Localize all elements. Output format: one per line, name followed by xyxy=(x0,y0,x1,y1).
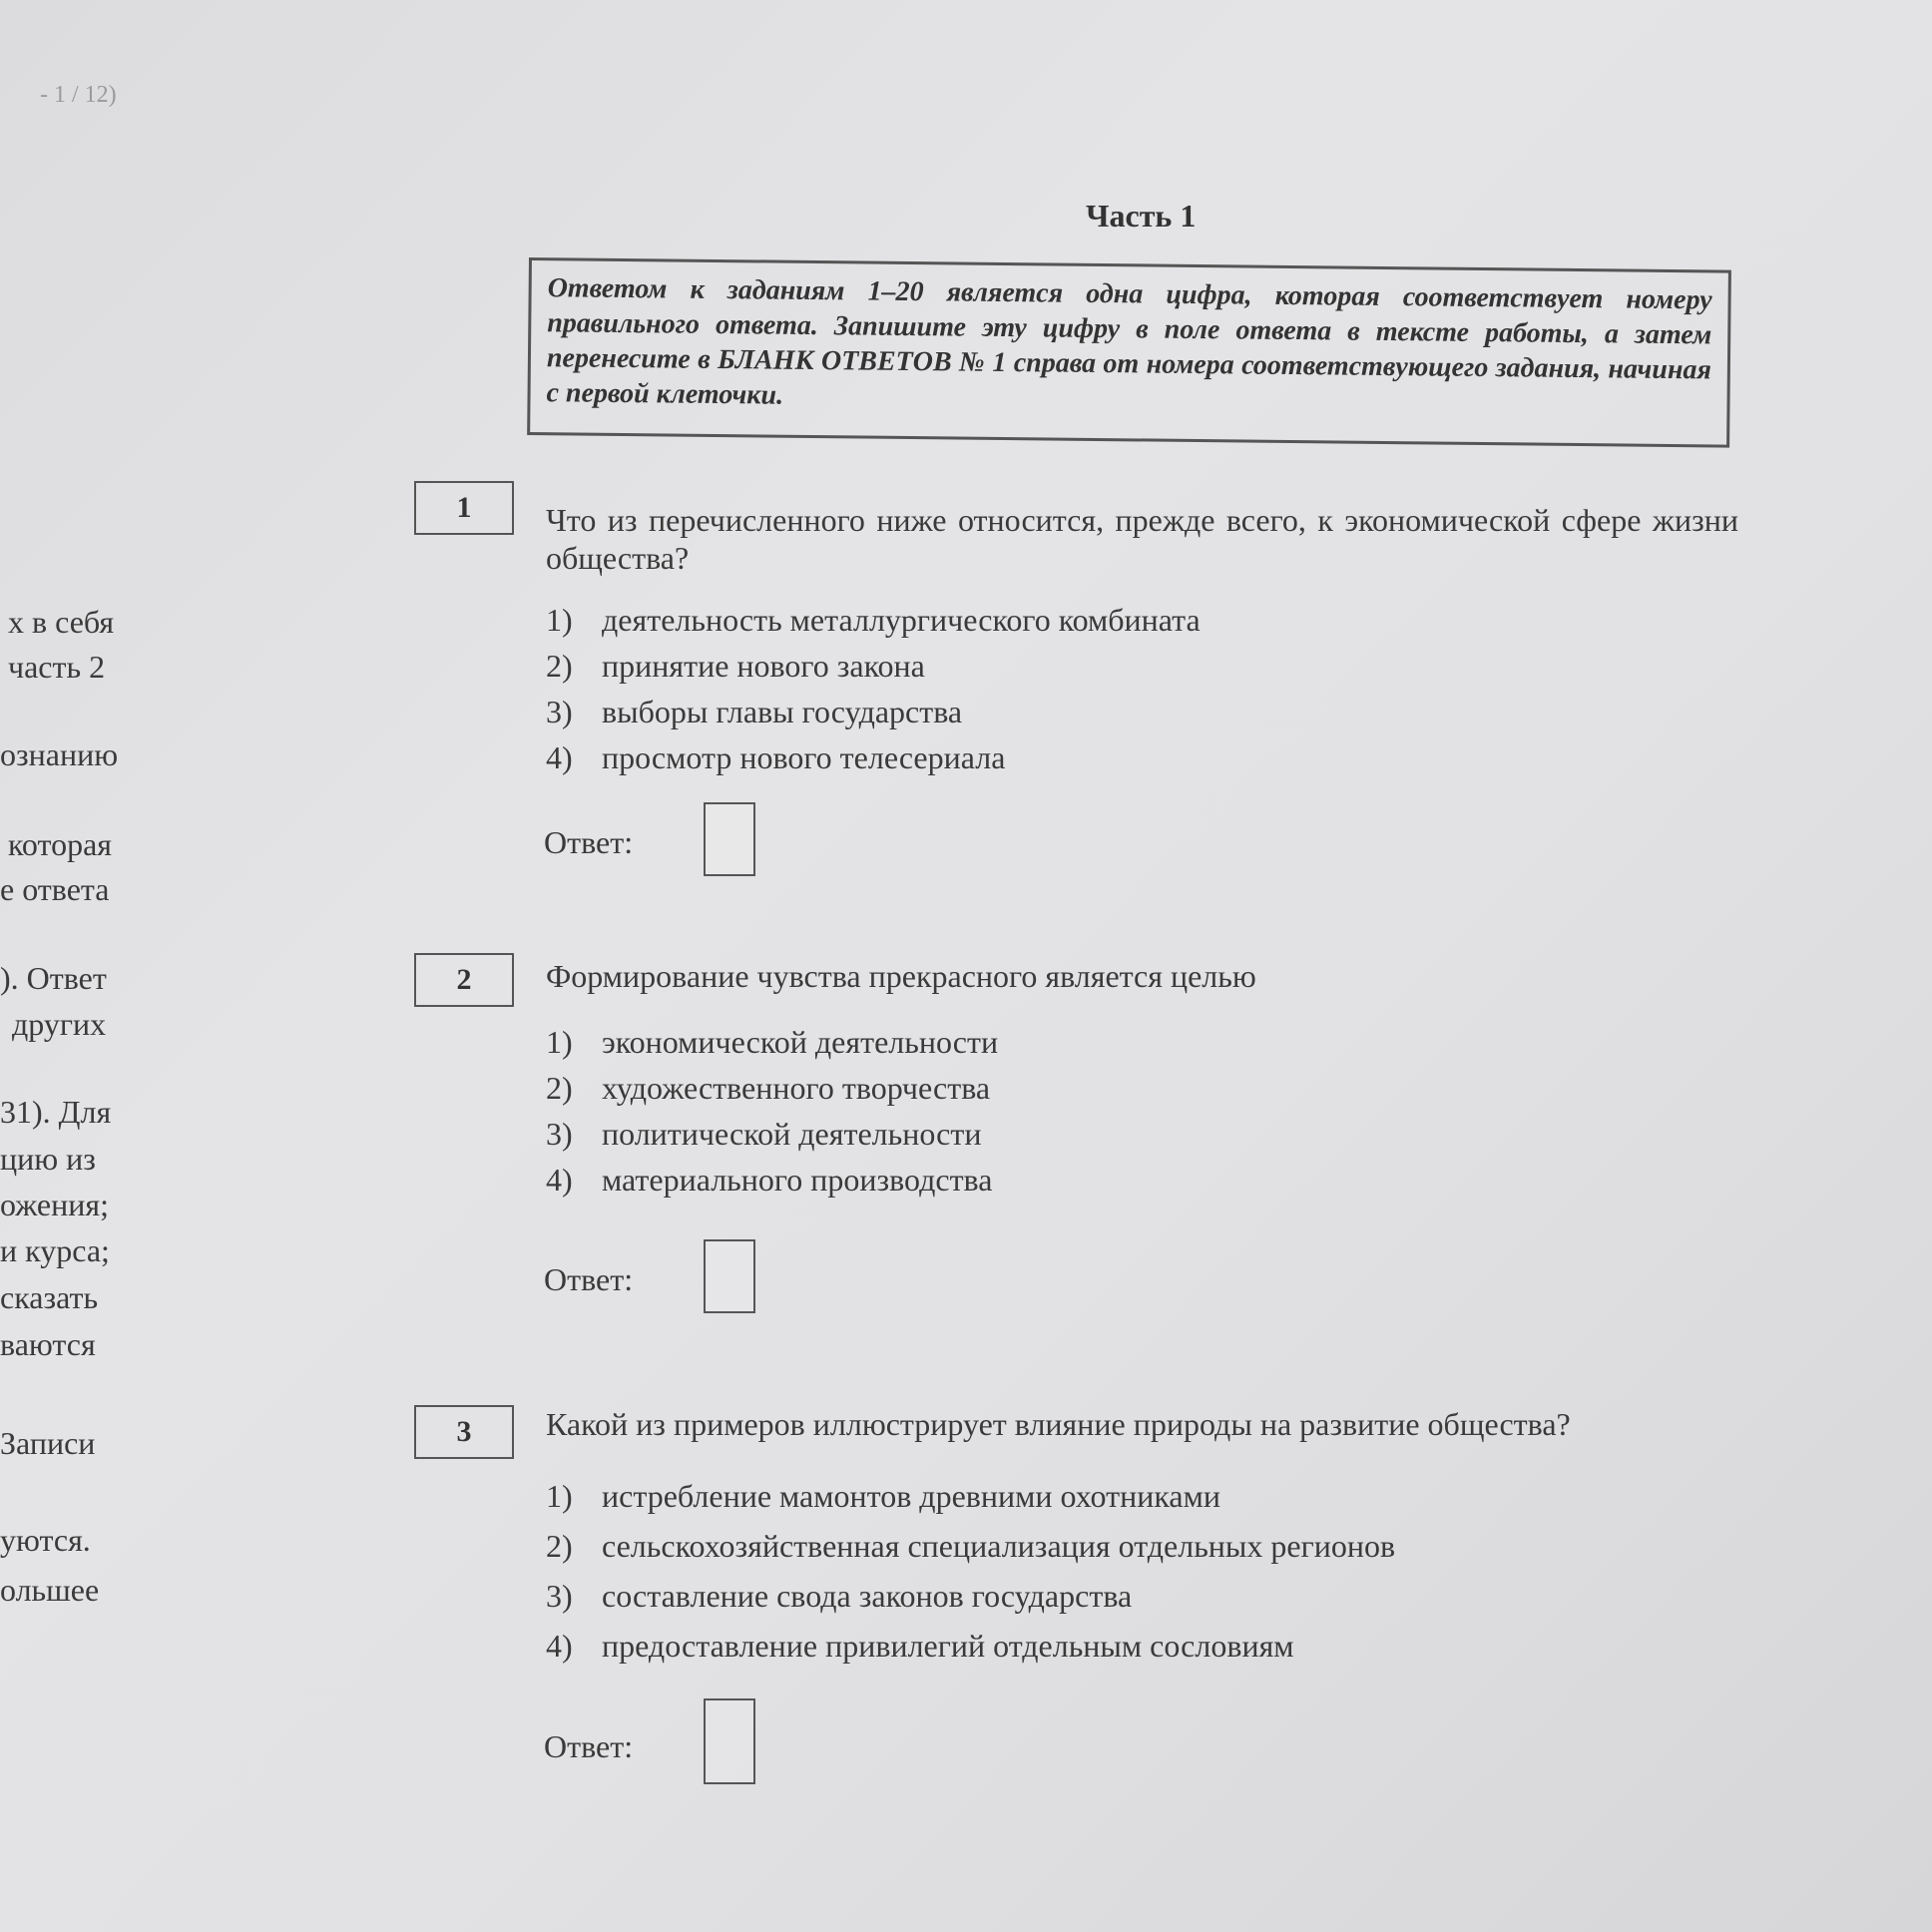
answer-input-box[interactable] xyxy=(704,1239,755,1313)
option-2: 2) художественного творчества xyxy=(546,1070,991,1106)
fragment-text: ожения; xyxy=(0,1187,109,1222)
fragment-text: и курса; xyxy=(0,1232,110,1268)
question-number-box: 2 xyxy=(414,953,514,1007)
option-1: 1) экономической деятельности xyxy=(546,1024,999,1060)
fragment-text: часть 2 xyxy=(8,649,106,685)
part-title: Часть 1 xyxy=(1086,198,1197,234)
question-text: Какой из примеров иллюстрирует влияние природы на развитие общества? xyxy=(546,1406,1571,1442)
answer-label: Ответ: xyxy=(544,824,634,860)
answer-options xyxy=(546,1471,1395,1671)
instruction-box xyxy=(527,257,1731,448)
option-4: 4) просмотр нового телесериала xyxy=(546,739,1006,775)
option-4: 4) материального производства xyxy=(546,1162,993,1198)
option-1: 1) истребление мамонтов древними охотниками xyxy=(546,1478,1220,1514)
fragment-text: ваются xyxy=(0,1326,96,1362)
answer-label: Ответ: xyxy=(544,1261,634,1297)
option-2: 2) сельскохозяйственная специализация отдельных регионов xyxy=(546,1528,1396,1564)
fragment-text: ознанию xyxy=(0,736,119,772)
previous-page-fragments xyxy=(0,0,160,1932)
answer-options xyxy=(546,597,1201,780)
fragment-text: Записи xyxy=(0,1425,96,1461)
fragment-text: ). Ответ xyxy=(0,960,107,996)
instruction-text: Ответом к заданиям 1–20 является одна цифра, которая соответствует номеру правильного ответа. Запишите эту цифру в поле ответа в тексте работы, а затем перенесите в БЛАНК ОТВЕТОВ № 1 справа от номера соответствующего задания, начиная с первой клеточки. xyxy=(546,272,1712,411)
fragment-text: е ответа xyxy=(0,871,110,907)
answer-options xyxy=(546,1019,998,1203)
question-1 xyxy=(404,481,1741,880)
fragment-text: цию из xyxy=(0,1141,96,1177)
question-number-box: 3 xyxy=(414,1405,514,1459)
option-2: 2) принятие нового закона xyxy=(546,648,925,684)
question-3 xyxy=(404,1405,1741,1824)
question-text: Что из перечисленного ниже относится, прежде всего, к экономической сфере жизни общества? xyxy=(546,502,1738,576)
answer-input-box[interactable] xyxy=(704,802,755,876)
fragment-text: других xyxy=(12,1006,107,1042)
question-text: Формирование чувства прекрасного является целью xyxy=(546,958,1256,994)
fragment-text: 31). Для xyxy=(0,1094,112,1130)
fragment-text: х в себя xyxy=(8,604,115,640)
option-3: 3) политической деятельности xyxy=(546,1116,982,1152)
option-1: 1) деятельность металлургического комбината xyxy=(546,602,1201,638)
question-2 xyxy=(404,953,1741,1352)
fragment-text: ольшее xyxy=(0,1572,100,1608)
answer-input-box[interactable] xyxy=(704,1698,755,1784)
fragment-text: уются. xyxy=(0,1522,91,1558)
answer-label: Ответ: xyxy=(544,1728,634,1764)
option-4: 4) предоставление привилегий отдельным сословиям xyxy=(546,1628,1294,1664)
option-3: 3) составление свода законов государства xyxy=(546,1578,1133,1614)
fragment-text: сказать xyxy=(0,1279,99,1315)
question-number-box: 1 xyxy=(414,481,514,535)
option-3: 3) выборы главы государства xyxy=(546,694,963,729)
page-number: - 1 / 12) xyxy=(40,82,117,108)
fragment-text: которая xyxy=(8,826,112,862)
